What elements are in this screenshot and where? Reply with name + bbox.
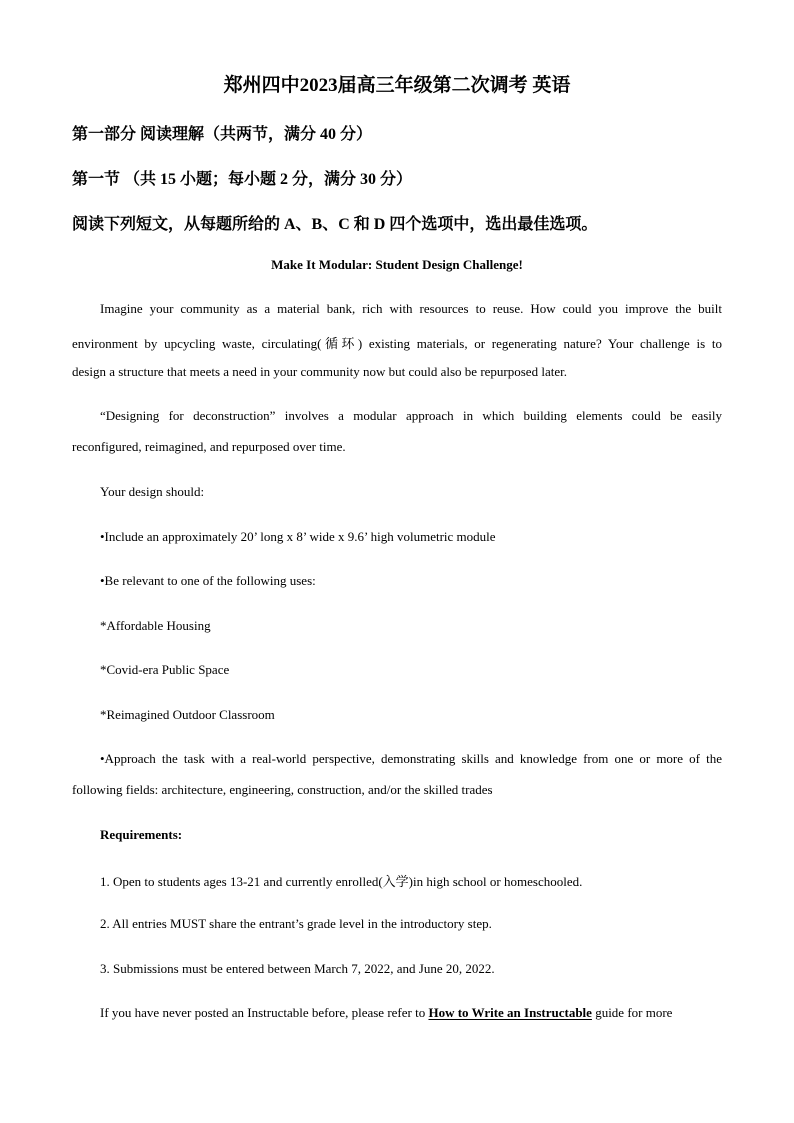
design-intro: Your design should: — [100, 484, 205, 499]
part-heading: 第一部分 阅读理解（共两节，满分 40 分） — [72, 126, 373, 143]
use-housing: *Affordable Housing — [100, 618, 211, 633]
bullet-approach-line-1: •Approach the task with a real-world perspective, demonstrating skills and knowledge from one or more of the — [100, 751, 722, 766]
paragraph-1-line-1: Imagine your community as a material bank, rich with resources to reuse. How could you improve the built — [100, 301, 722, 316]
requirement-2: 2. All entries MUST share the entrant’s grade level in the introductory step. — [100, 916, 492, 931]
use-public-space: *Covid-era Public Space — [100, 662, 230, 677]
exam-title: 郑州四中2023届高三年级第二次调考 英语 — [223, 75, 571, 96]
requirements-heading: Requirements: — [100, 827, 183, 842]
bullet-uses: •Be relevant to one of the following uses: — [100, 573, 316, 588]
article-title: Make It Modular: Student Design Challenge! — [271, 257, 523, 272]
requirement-1: 1. Open to students ages 13-21 and currently enrolled(入学)in high school or homeschooled. — [100, 874, 583, 889]
instructable-note-text-after: guide for more — [591, 1005, 673, 1020]
paragraph-1-line-2: environment by upcycling waste, circulating(循环) existing materials, or regenerating nature? Your challenge is to — [72, 336, 722, 351]
instructable-note — [100, 1005, 722, 1021]
paragraph-1-line-3: design a structure that meets a need in your community now but could also be repurposed later. — [72, 364, 567, 379]
section-heading: 第一节 （共 15 小题；每小题 2 分，满分 30 分） — [72, 171, 413, 188]
how-to-write-instructable-link[interactable]: How to Write an Instructable — [428, 1005, 592, 1020]
requirement-3: 3. Submissions must be entered between March 7, 2022, and June 20, 2022. — [100, 961, 495, 976]
bullet-approach-line-2: following fields: architecture, engineering, construction, and/or the skilled trades — [72, 782, 493, 797]
use-classroom: *Reimagined Outdoor Classroom — [100, 707, 275, 722]
instruction-text: 阅读下列短文，从每题所给的 A、B、C 和 D 四个选项中，选出最佳选项。 — [72, 216, 598, 233]
paragraph-2-line-2: reconfigured, reimagined, and repurposed over time. — [72, 439, 346, 454]
instructable-note-text-before: If you have never posted an Instructable before, please refer to — [100, 1005, 429, 1020]
paragraph-2-line-1: “Designing for deconstruction” involves a modular approach in which building elements could be easily — [100, 408, 722, 423]
bullet-module: •Include an approximately 20’ long x 8’ wide x 9.6’ high volumetric module — [100, 529, 496, 544]
